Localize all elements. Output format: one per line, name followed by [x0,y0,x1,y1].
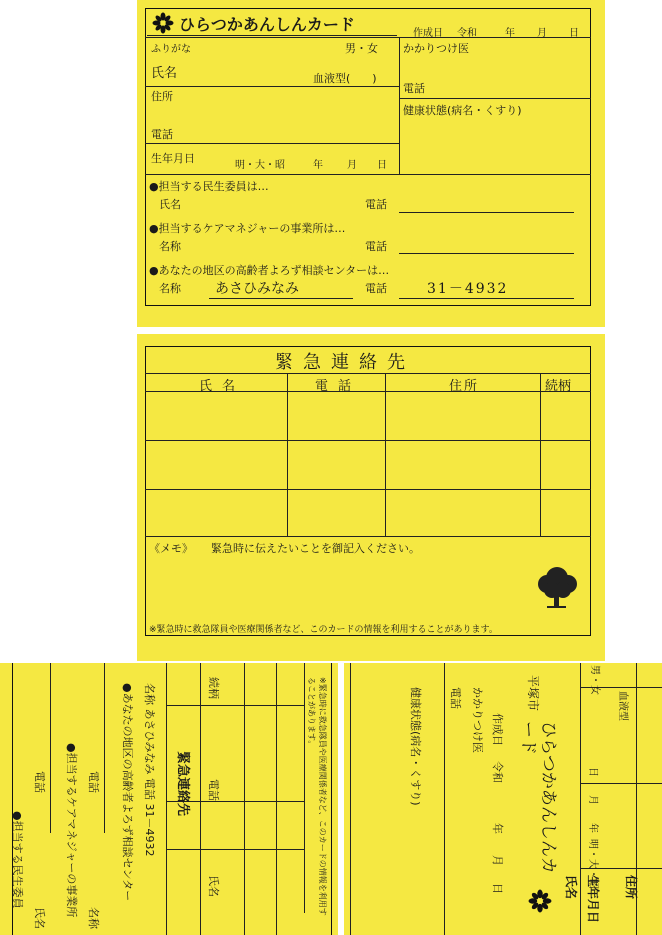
grid-line [287,373,288,536]
grid-line [200,663,201,935]
furigana-label: ふりがな [151,44,191,55]
center-phone-label: 電話 [365,282,387,295]
col-name: 氏名 [199,379,246,394]
grid-line [385,373,386,536]
grid-line [304,663,305,913]
welfare-name-label: 氏名 [159,198,181,211]
grid-line [145,536,591,537]
birth-eras: 明・大・昭 [235,160,285,171]
grid-line [580,783,662,784]
welfare-heading: ●担当する民生委員は… [149,180,269,193]
care-heading: ●担当するケアマネジャーの事業所は… [149,222,346,235]
birth-month: 月 [347,160,357,171]
welfare-phone-label: 電話 [33,771,46,793]
card-title: ひらつかあんしんカード [179,15,355,34]
center-phone-value: 31－4932 [427,281,509,297]
front-card [137,0,605,327]
grid-line [145,489,591,490]
created-month: 月 [491,855,504,866]
center-heading: ●あなたの地区の高齢者よろず相談センターは… [149,264,390,277]
col-relation: 続柄 [545,379,572,394]
gender-label: 男・女 [589,665,600,695]
grid-line [166,849,304,850]
welfare-phone-label: 電話 [365,198,387,211]
health-label: 健康状態(病名・くすり) [403,104,522,117]
grid-line [244,663,245,935]
flower-icon [528,889,552,913]
birth-day: 日 [377,160,387,171]
field-line [104,663,105,833]
created-day: 日 [491,883,504,894]
center-heading: ●あなたの地区の高齢者よろず相談センター [121,683,134,902]
notice-text: ※緊急時に救急隊員や医療関係者など、このカードの情報を利用することがあります。 [149,625,498,635]
back-card [137,334,605,661]
tree-icon [533,566,581,610]
center-line: 名称 あさひみなみ 電話 31－4932 [143,683,156,857]
welfare-heading: ●担当する民生委員 [11,811,24,909]
blood-type-label: 血液型 [617,691,628,721]
grid-line [580,663,581,935]
field-line [444,663,445,935]
doctor-label: かかりつけ医 [403,42,469,55]
title-underline [147,35,397,36]
field-line [399,298,574,299]
grid-line [540,373,541,536]
welfare-name-label: 氏名 [33,907,46,929]
doctor-phone-label: 電話 [449,687,462,709]
flower-icon [152,12,174,34]
created-label: 作成日 [413,28,443,39]
col-phone: 電話 [315,379,362,394]
birth-month: 月 [587,795,598,805]
name-label: 氏名 [151,66,178,81]
birth-eras: 明・大・昭 [587,839,598,889]
care-office-label: 名称 [87,907,100,929]
emergency-title: 緊急連絡先 [175,751,190,817]
center-name-value: あさひみなみ [215,281,299,297]
col-name: 氏名 [207,875,220,897]
col-phone: 電話 [207,779,220,801]
birth-label: 生年月日 [586,875,600,924]
created-year: 年 [505,28,515,39]
emergency-title: 緊急連絡先 [275,352,415,373]
doctor-phone-label: 電話 [403,82,425,95]
field-line [399,253,574,254]
created-era: 令和 [491,761,504,783]
health-label: 健康状態(病名・くすり) [409,687,422,806]
birth-year: 年 [587,823,598,833]
col-address: 住所 [449,379,480,394]
address-label: 住所 [151,90,173,103]
rotated-back-card [0,663,338,935]
field-line [209,298,353,299]
birth-day: 日 [587,767,598,777]
grid-line [145,373,591,374]
memo-label: 《メモ》 [149,542,193,555]
name-label: 氏名 [564,875,578,900]
grid-line [145,440,591,441]
grid-line [145,174,591,175]
blood-type-label: 血液型( ) [313,72,377,85]
doctor-label: かかりつけ医 [471,687,484,753]
created-month: 月 [537,28,547,39]
grid-line [145,37,591,38]
field-line [50,663,51,833]
rotated-front-card [344,663,662,935]
birth-year: 年 [313,160,323,171]
created-label: 作成日 [491,713,504,746]
memo-text: 緊急時に伝えたいことを御記入ください。 [211,542,420,555]
col-relation: 続柄 [207,677,220,699]
grid-line [166,705,304,706]
phone-label: 電話 [151,128,173,141]
center-name-label: 名称 [159,282,181,295]
grid-line [145,143,399,144]
created-year: 年 [491,823,504,834]
address-label: 住所 [624,875,638,900]
divider [166,663,167,935]
care-phone-label: 電話 [365,240,387,253]
care-heading: ●担当するケアマネジャーの事業所 [65,743,78,918]
gender-label: 男・女 [345,42,378,55]
created-era: 令和 [457,28,477,39]
care-office-label: 名称 [159,240,181,253]
grid-line [399,98,591,99]
birth-label: 生年月日 [151,152,195,165]
grid-line [145,391,591,392]
frame-line [350,663,351,935]
rotated-back-frame [12,663,332,935]
care-phone-label: 電話 [87,771,100,793]
grid-line [276,663,277,935]
grid-line [145,86,399,87]
field-line [399,212,574,213]
card-title: ひらつかあんしんカード [518,721,558,874]
created-day: 日 [569,28,579,39]
city-label: 平塚市 [526,675,540,712]
grid-line [399,37,400,174]
notice-text: ※緊急時に救急隊員や医療関係者など、このカードの情報を利用することがあります。 [307,677,327,916]
